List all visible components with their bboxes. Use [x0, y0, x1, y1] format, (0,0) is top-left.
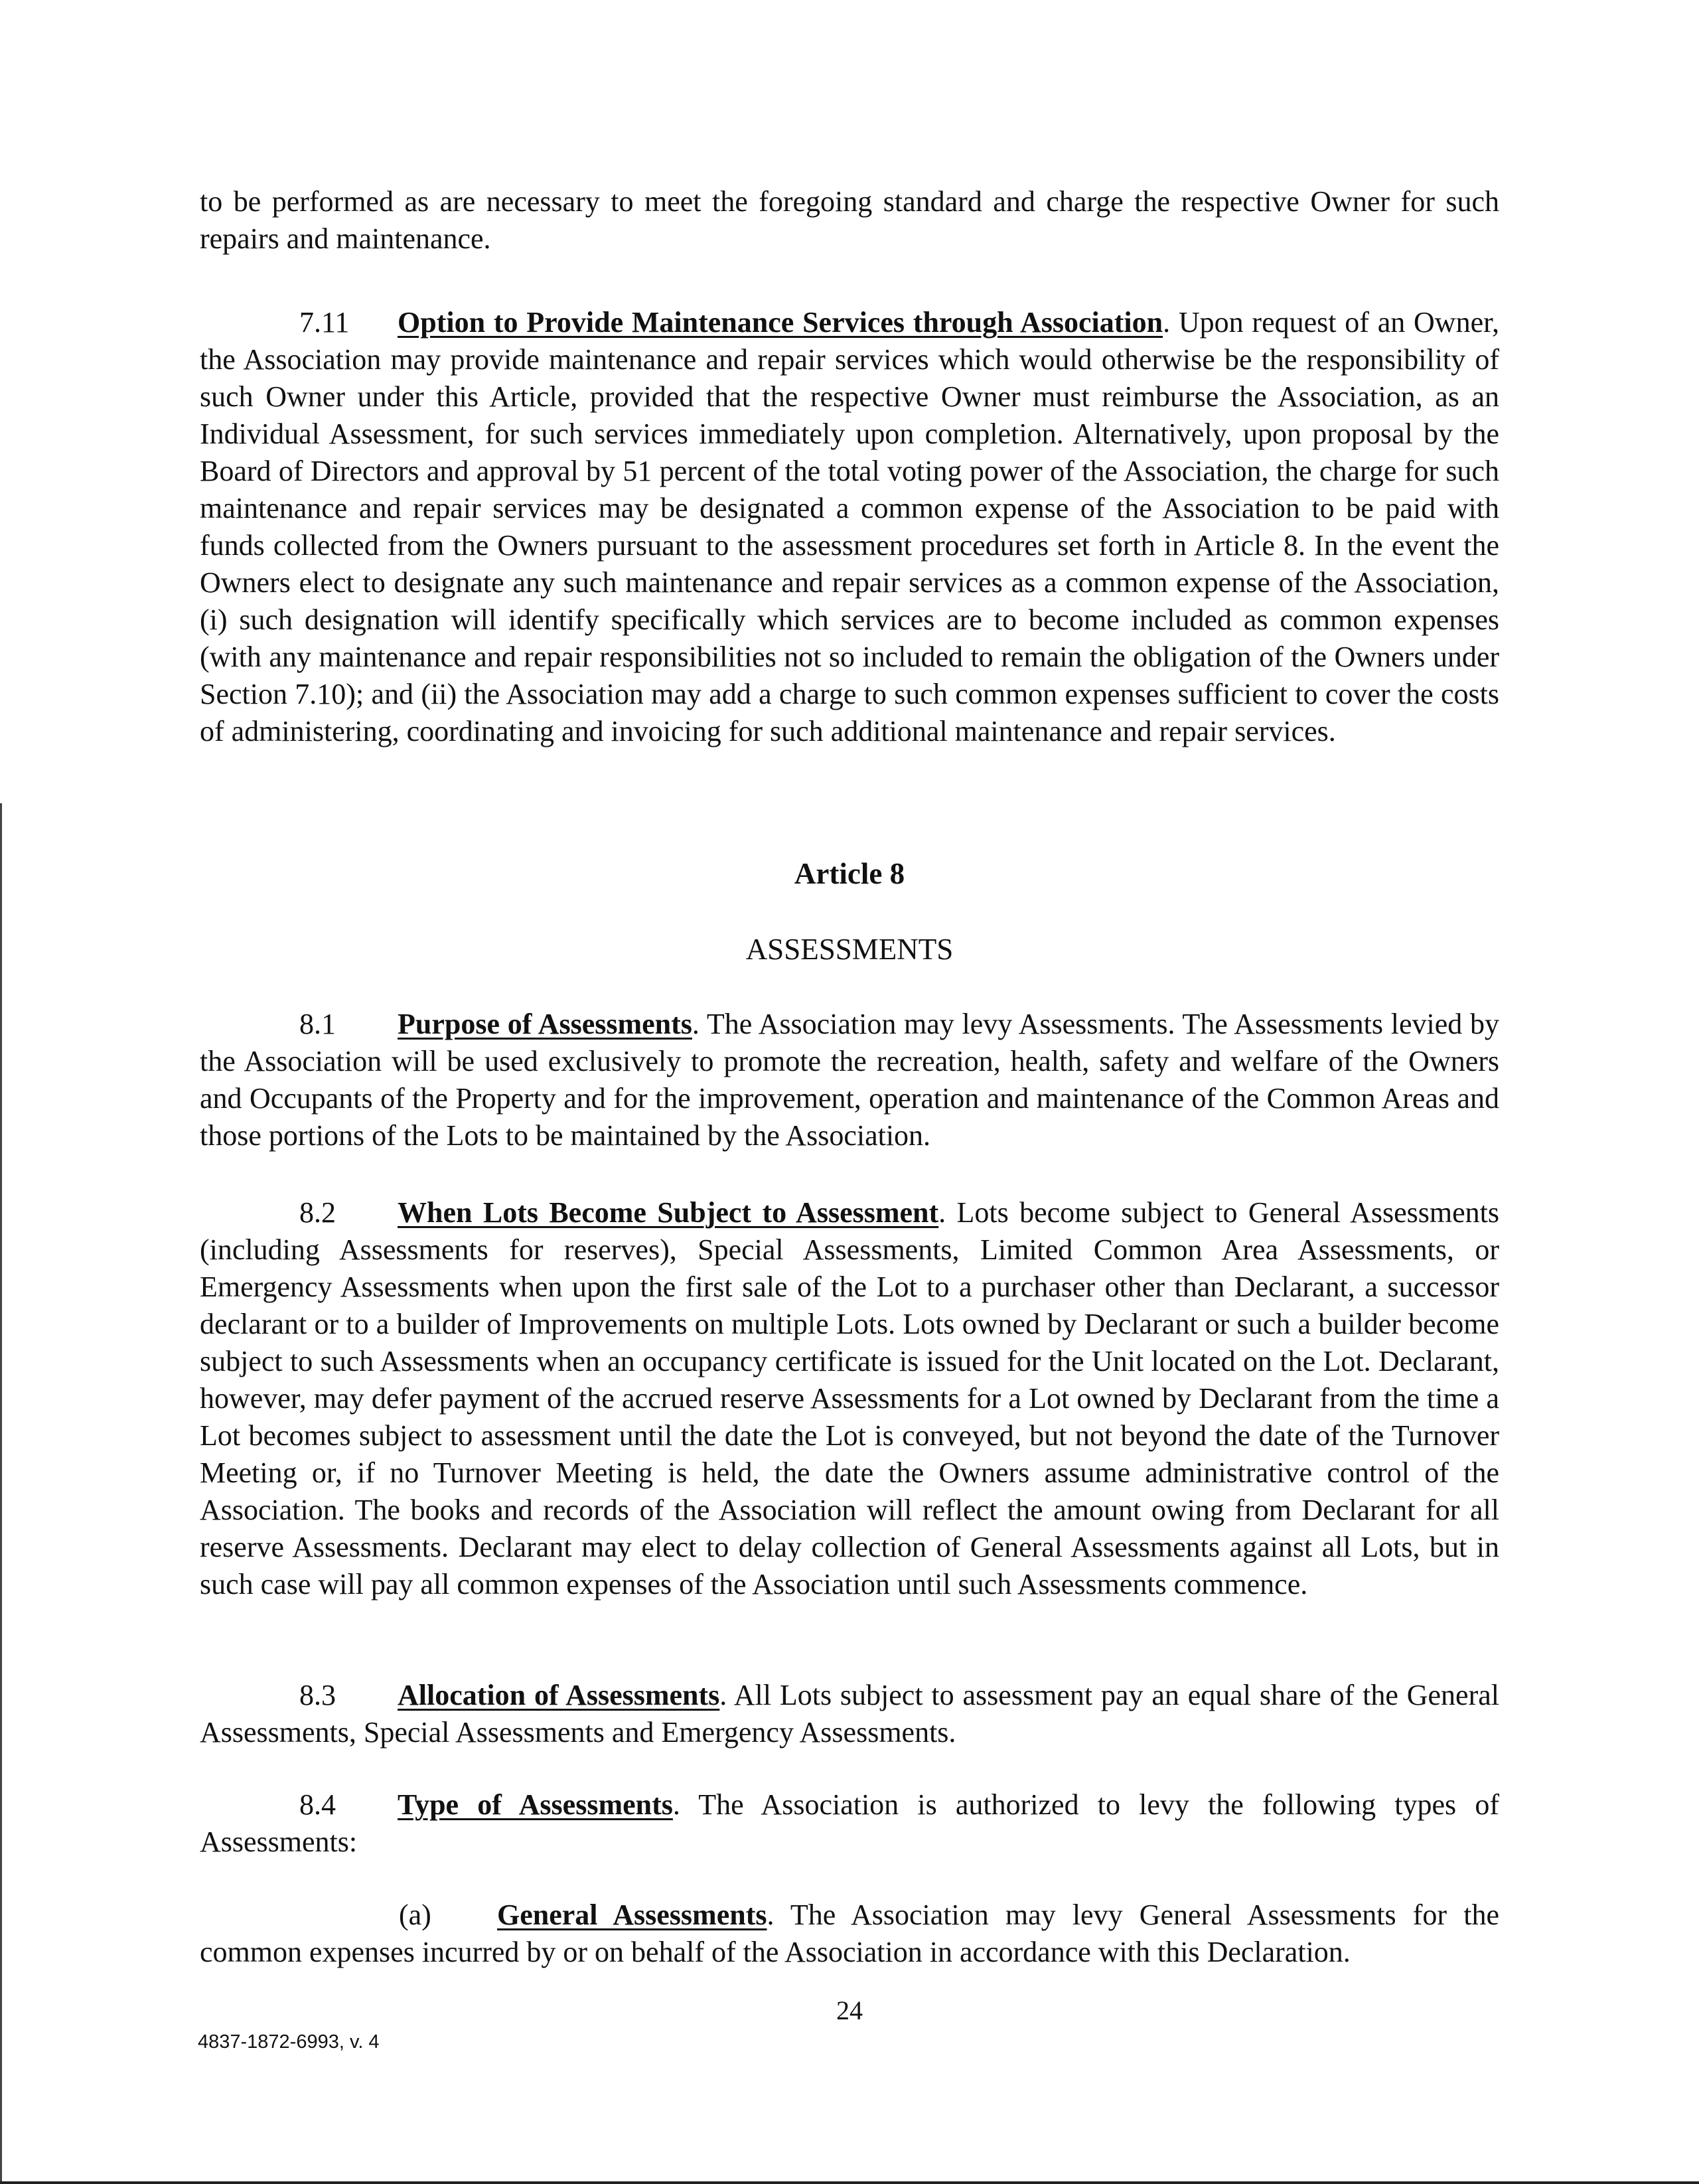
section-body: . The Association may levy General Assessments for the common expenses incurred by or on behalf of the Association in accordance with this Declaration. — [200, 1899, 1499, 1968]
section-heading: When Lots Become Subject to Assessment — [398, 1196, 939, 1229]
section-heading: Option to Provide Maintenance Services through Association — [398, 306, 1163, 339]
section-8-4 — [200, 1786, 1499, 1861]
section-body: . Upon request of an Owner, the Association may provide maintenance and repair services which would otherwise be the responsibility of such Owner under this Article, provided that the respective Owner must reimburse the Association, as an Individual Assessment, for such services immediately upon completion. Alternatively, upon proposal by the Board of Directors and approval by 51 percent of the total voting power of the Association, the charge for such maintenance and repair services may be designated a common expense of the Association to be paid with funds collected from the Owners pursuant to the assessment procedures set forth in Article 8. In the event the Owners elect to designate any such maintenance and repair services as a common expense of the Association, (i) such designation will identify specifically which services are to become included as common expenses (with any maintenance and repair responsibilities not so included to remain the obligation of the Owners under Section 7.10); and (ii) the Association may add a charge to such common expenses sufficient to cover the costs of administering, coordinating and invoicing for such additional maintenance and repair services. — [200, 306, 1499, 747]
section-number: 8.3 — [299, 1679, 336, 1711]
section-heading: General Assessments — [497, 1899, 767, 1931]
section-8-1 — [200, 1006, 1499, 1154]
section-8-2 — [200, 1194, 1499, 1603]
section-heading: Type of Assessments — [398, 1788, 673, 1821]
section-heading: Allocation of Assessments — [398, 1679, 720, 1711]
section-number: 7.11 — [299, 306, 350, 339]
continuation-paragraph: to be performed as are necessary to meet the foregoing standard and charge the respective Owner for such repairs and maintenance. — [200, 185, 1499, 255]
section-body: . The Association is authorized to levy the following types of Assessments: — [200, 1788, 1499, 1858]
scan-edge-bottom — [0, 2181, 1699, 2184]
section-body: . The Association may levy Assessments. The Assessments levied by the Association will be used exclusively to promote the recreation, health, safety and welfare of the Owners and Occupants of the Property and for the improvement, operation and maintenance of the Common Areas and those portions of the Lots to be maintained by the Association. — [200, 1008, 1499, 1152]
section-number: 8.4 — [299, 1788, 336, 1821]
section-body: . Lots become subject to General Assessments (including Assessments for reserves), Special Assessments, Limited Common Area Assessments, or Emergency Assessments when upon the first sale of the Lot to a purchaser other than Declarant, a successor declarant or to a builder of Improvements on multiple Lots. Lots owned by Declarant or such a builder become subject to such Assessments when an occupancy certificate is issued for the Unit located on the Lot. Declarant, however, may defer payment of the accrued reserve Assessments for a Lot owned by Declarant from the time a Lot becomes subject to assessment until the date the Lot is conveyed, but not beyond the date of the Turnover Meeting or, if no Turnover Meeting is held, the date the Owners assume administrative control of the Association. The books and records of the Association will reflect the amount owing from Declarant for all reserve Assessments. Declarant may elect to delay collection of General Assessments against all Lots, but in such case will pay all common expenses of the Association until such Assessments commence. — [200, 1196, 1499, 1600]
article-subtitle: ASSESSMENTS — [745, 933, 954, 966]
scan-edge-left — [0, 803, 2, 2184]
document-id: 4837-1872-6993, v. 4 — [198, 2031, 380, 2053]
section-body: . All Lots subject to assessment pay an equal share of the General Assessments, Special Assessments and Emergency Assessments. — [200, 1679, 1499, 1749]
page-number: 24 — [836, 1995, 863, 2025]
section-number: 8.2 — [299, 1196, 336, 1229]
article-title: Article 8 — [794, 857, 905, 890]
section-heading: Purpose of Assessments — [398, 1008, 692, 1040]
section-8-3 — [200, 1677, 1499, 1751]
section-7-11 — [200, 304, 1499, 750]
section-number: 8.1 — [299, 1008, 336, 1040]
subsection-letter: (a) — [399, 1899, 431, 1931]
section-8-4-a — [200, 1897, 1499, 1971]
